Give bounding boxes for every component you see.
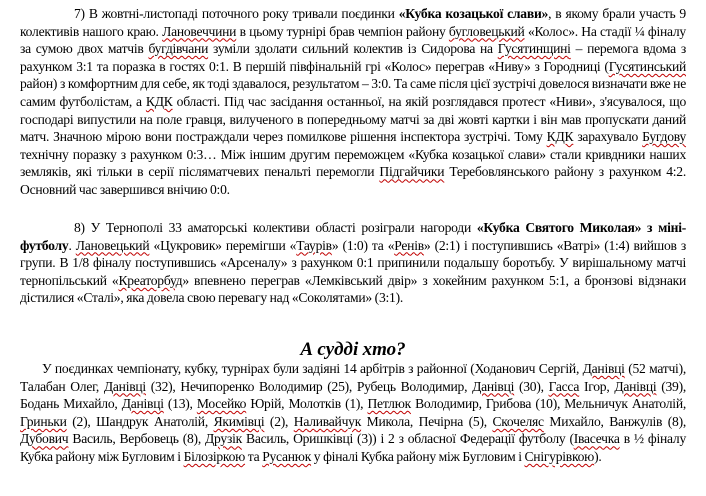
text-run: » (2:1) і поступившись «Ватрі» (1:4) вийшов з групи. В 1/8 фіналу поступившись «Арсеналу» з рахунком 0:1 припинили подальшу боротьбу. У вирішальному матчі тернопільський « xyxy=(20,237,686,288)
spellcheck-word: Лановеччини xyxy=(162,23,237,39)
text-run: ). xyxy=(594,448,602,464)
spellcheck-word: Таурів xyxy=(296,237,332,253)
spellcheck-word: Снігурівкою xyxy=(524,448,595,464)
spellcheck-word: Лановецький xyxy=(75,237,150,253)
text-run: – перемога вдома з рахунком 3:1 та поразка в гостях 0:1. В першій півфінальній грі «Колос» переграв «Ниву» з Городниці ( xyxy=(20,41,686,74)
spellcheck-word: Ренів xyxy=(394,237,424,253)
text-run: «Колос». На стадії ¼ фіналу за сумою двох матчів xyxy=(20,23,686,57)
spellcheck-word: Підгайчики xyxy=(379,164,445,180)
spellcheck-word: Гриньки xyxy=(20,413,67,429)
text-run: Василь, Оришківці (3)) і 2 з обласної Федерації футболу ( xyxy=(241,431,574,447)
text-run: » впевнено переграв «Лемківський двір» з хокейним рахунком 5:1, а бронзові відзнаки дістилися «Сталі», яка довела свою перевагу над «Соколятами» (3:1). xyxy=(20,272,686,306)
spellcheck-word: Данівці xyxy=(582,361,625,376)
spellcheck-word: Наливайчук xyxy=(293,413,362,429)
text-run: (30), xyxy=(514,378,549,394)
text-run: в цьому турнірі брав чемпіон району xyxy=(236,23,449,39)
paragraph-cossack-cup xyxy=(20,5,686,199)
spellcheck-word: Скочеляс xyxy=(492,413,544,429)
text-run: Михайло, Ванжулів (8), xyxy=(543,413,686,429)
spellcheck-word: Івасечка xyxy=(573,431,620,447)
text-run: . xyxy=(68,237,76,253)
spellcheck-word: Русанюк xyxy=(262,448,312,464)
text-run: у фіналі Кубка району між Бугловим і xyxy=(311,448,525,464)
spellcheck-word: бугловецький xyxy=(448,23,525,39)
paragraph-referees xyxy=(20,360,686,466)
spellcheck-word: Якимівці xyxy=(213,413,265,429)
text-run: (2), Шандрук Анатолій, xyxy=(66,413,214,429)
spellcheck-word: бугдівчани xyxy=(148,41,209,57)
text-run: Василь, Вербовець (8), xyxy=(68,431,206,447)
cup-title-bold: «Кубка Святого Миколая» з міні-футболу xyxy=(20,220,686,253)
text-run: У поєдинках чемпіонату, кубку, турнірах були задіяні 14 арбітрів з районної (Ходанович Сергій, xyxy=(42,361,583,376)
spellcheck-word: Петлюк xyxy=(367,396,411,412)
spellcheck-word: Бугдову xyxy=(642,129,687,145)
text-run: Володимир, Грибова (10), Мельничук Анатолій, xyxy=(410,396,687,412)
text-run: » (1:0) та « xyxy=(331,237,395,253)
text-run: та xyxy=(245,448,263,464)
text-run: в ½ фіналу Кубка району між Бугловим і xyxy=(20,431,686,464)
cup-title-bold: «Кубка козацької слави» xyxy=(398,6,549,21)
spellcheck-word: Данівці xyxy=(472,378,515,394)
text-run: зарахувало xyxy=(573,129,643,145)
spellcheck-word: Данівці xyxy=(121,396,164,412)
text-run: Ігор, xyxy=(579,378,615,394)
text-run: зуміли здолати сильний колектив із Сидорова на xyxy=(208,41,498,57)
text-run: Теребовлянського району з рахунком 4:2. Основний час завершився внічию 0:0. xyxy=(20,164,686,197)
spellcheck-word: КДК xyxy=(546,129,574,145)
spellcheck-word: Гусятинський xyxy=(608,58,686,74)
spellcheck-word: Друзік xyxy=(205,431,242,447)
spellcheck-word: Гусятинщині xyxy=(497,41,571,57)
text-run: «Цукровик» перемігши « xyxy=(149,237,297,253)
text-run: район) з комфортним для себе, як тоді здавалося, результатом – 3:0. Та саме після цієї зустрічі довелося визначати вже не самим футболістам, а xyxy=(20,76,686,109)
spellcheck-word: Данівці xyxy=(614,378,657,394)
section-heading: А судді хто? xyxy=(300,339,406,360)
text-run: області. Під час засідання останньої, на якій розглядався протест «Ниви», з'ясувалося, що господарі випустили на поле гравця, вилученого в попередньому матчі за дві жовті картки і він мав пропускати даний матч. Значною мірою вони постраждали через помилкове рішення інспектора зустрічі. Тому xyxy=(20,93,687,145)
text-run: , в якому брали участь 9 колективів нашого краю. xyxy=(20,6,686,39)
text-run: (39), Бодань Михайло, xyxy=(20,378,687,412)
text-run: (32), Нечипоренко Володимир (25), Рубець Володимир, xyxy=(145,378,473,394)
spellcheck-word: Гасса xyxy=(548,378,580,394)
spellcheck-word: Мосейко xyxy=(196,396,247,412)
spellcheck-word: Білозіркою xyxy=(183,448,246,464)
paragraph-st-nicholas-cup xyxy=(20,219,686,307)
text-run: (2), xyxy=(264,413,294,429)
spellcheck-word: Креаторбуд xyxy=(118,272,183,288)
text-run: (52 матчі), Талабан Олег, xyxy=(20,361,686,394)
text-run: 7) В жовтні-листопаді поточного року тривали поєдинки xyxy=(74,6,399,21)
text-run: 8) У Тернополі 33 аматорські колективи області розіграли нагороди xyxy=(74,220,477,235)
spellcheck-word: Данівці xyxy=(103,378,146,394)
text-run: Микола, Печірна (5), xyxy=(361,413,493,429)
spellcheck-word: Дубович xyxy=(20,431,69,447)
spellcheck-word: КДК xyxy=(145,93,173,109)
text-run: (13), xyxy=(163,396,197,412)
text-run: Юрій, Молотків (1), xyxy=(246,396,368,412)
text-run: технічну поразку з рахунком 0:3… Між іншим другим переможцем «Кубка козацької слави» стали кривдники наших земляків, які тільки в серії післяматчевих пенальті перемогли xyxy=(20,146,686,180)
